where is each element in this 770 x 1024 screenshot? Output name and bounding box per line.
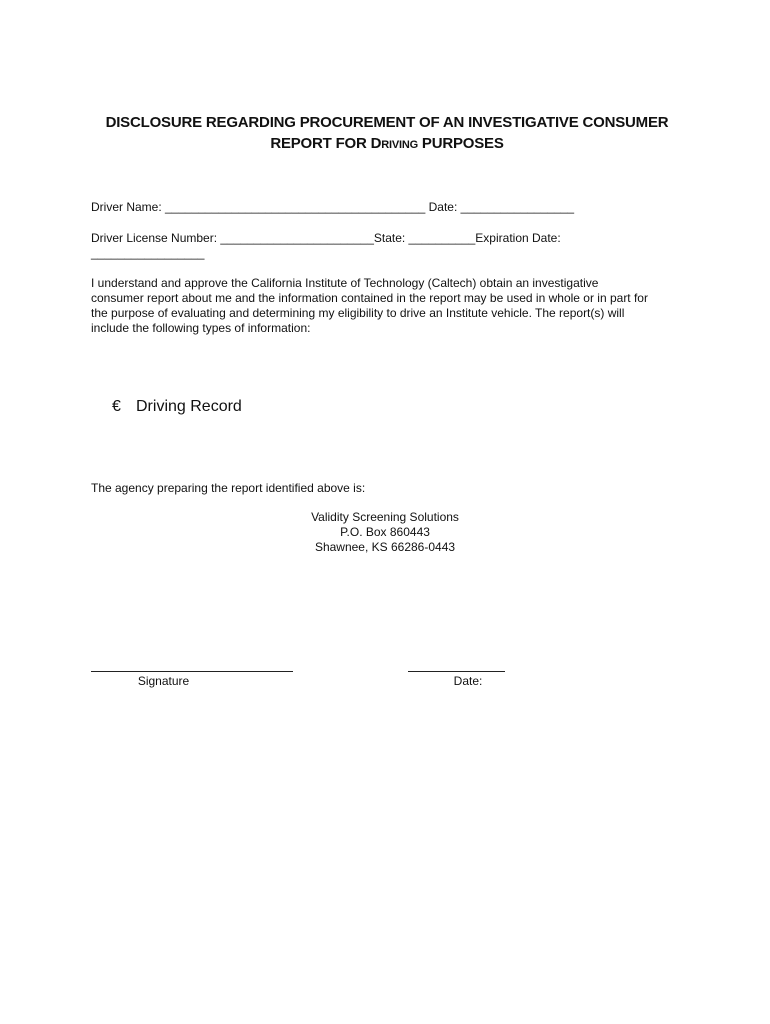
paragraph-line: include the following types of information:: [91, 321, 311, 335]
date-line: [408, 671, 505, 672]
agency-po-box: P.O. Box 860443: [340, 525, 430, 539]
paragraph-line: the purpose of evaluating and determining my eligibility to drive an Institute vehicle. The report(s) will: [91, 306, 625, 320]
agency-city: Shawnee, KS 66286-0443: [314, 540, 456, 554]
agency-intro: The agency preparing the report identified above is:: [91, 481, 366, 495]
agency-address: [235, 510, 535, 555]
date-label: Date:: [453, 674, 483, 688]
bullet-symbol: €: [112, 398, 121, 415]
paragraph-line: consumer report about me and the information contained in the report may be used in whole or in part for: [91, 291, 648, 305]
document-title: [90, 112, 684, 154]
agency-name: Validity Screening Solutions: [311, 510, 459, 524]
driver-name-date-line: Driver Name: _______________________________________ Date: _________________: [91, 200, 575, 214]
info-type-list-item: [112, 398, 242, 416]
consent-paragraph: [91, 276, 683, 336]
info-type-label: Driving Record: [136, 398, 242, 415]
expiration-date-blank: _________________: [91, 246, 205, 260]
title-line-1: DISCLOSURE REGARDING PROCUREMENT OF AN INVESTIGATIVE CONSUMER: [105, 114, 669, 131]
paragraph-line: I understand and approve the California Institute of Technology (Caltech) obtain an investigative: [91, 276, 599, 290]
signature-line: [91, 671, 293, 672]
signature-label: Signature: [137, 674, 190, 688]
driver-license-line: Driver License Number: _______________________State: __________Expiration Date:: [91, 231, 561, 245]
title-line-2: REPORT FOR Driving PURPOSES: [270, 135, 504, 152]
